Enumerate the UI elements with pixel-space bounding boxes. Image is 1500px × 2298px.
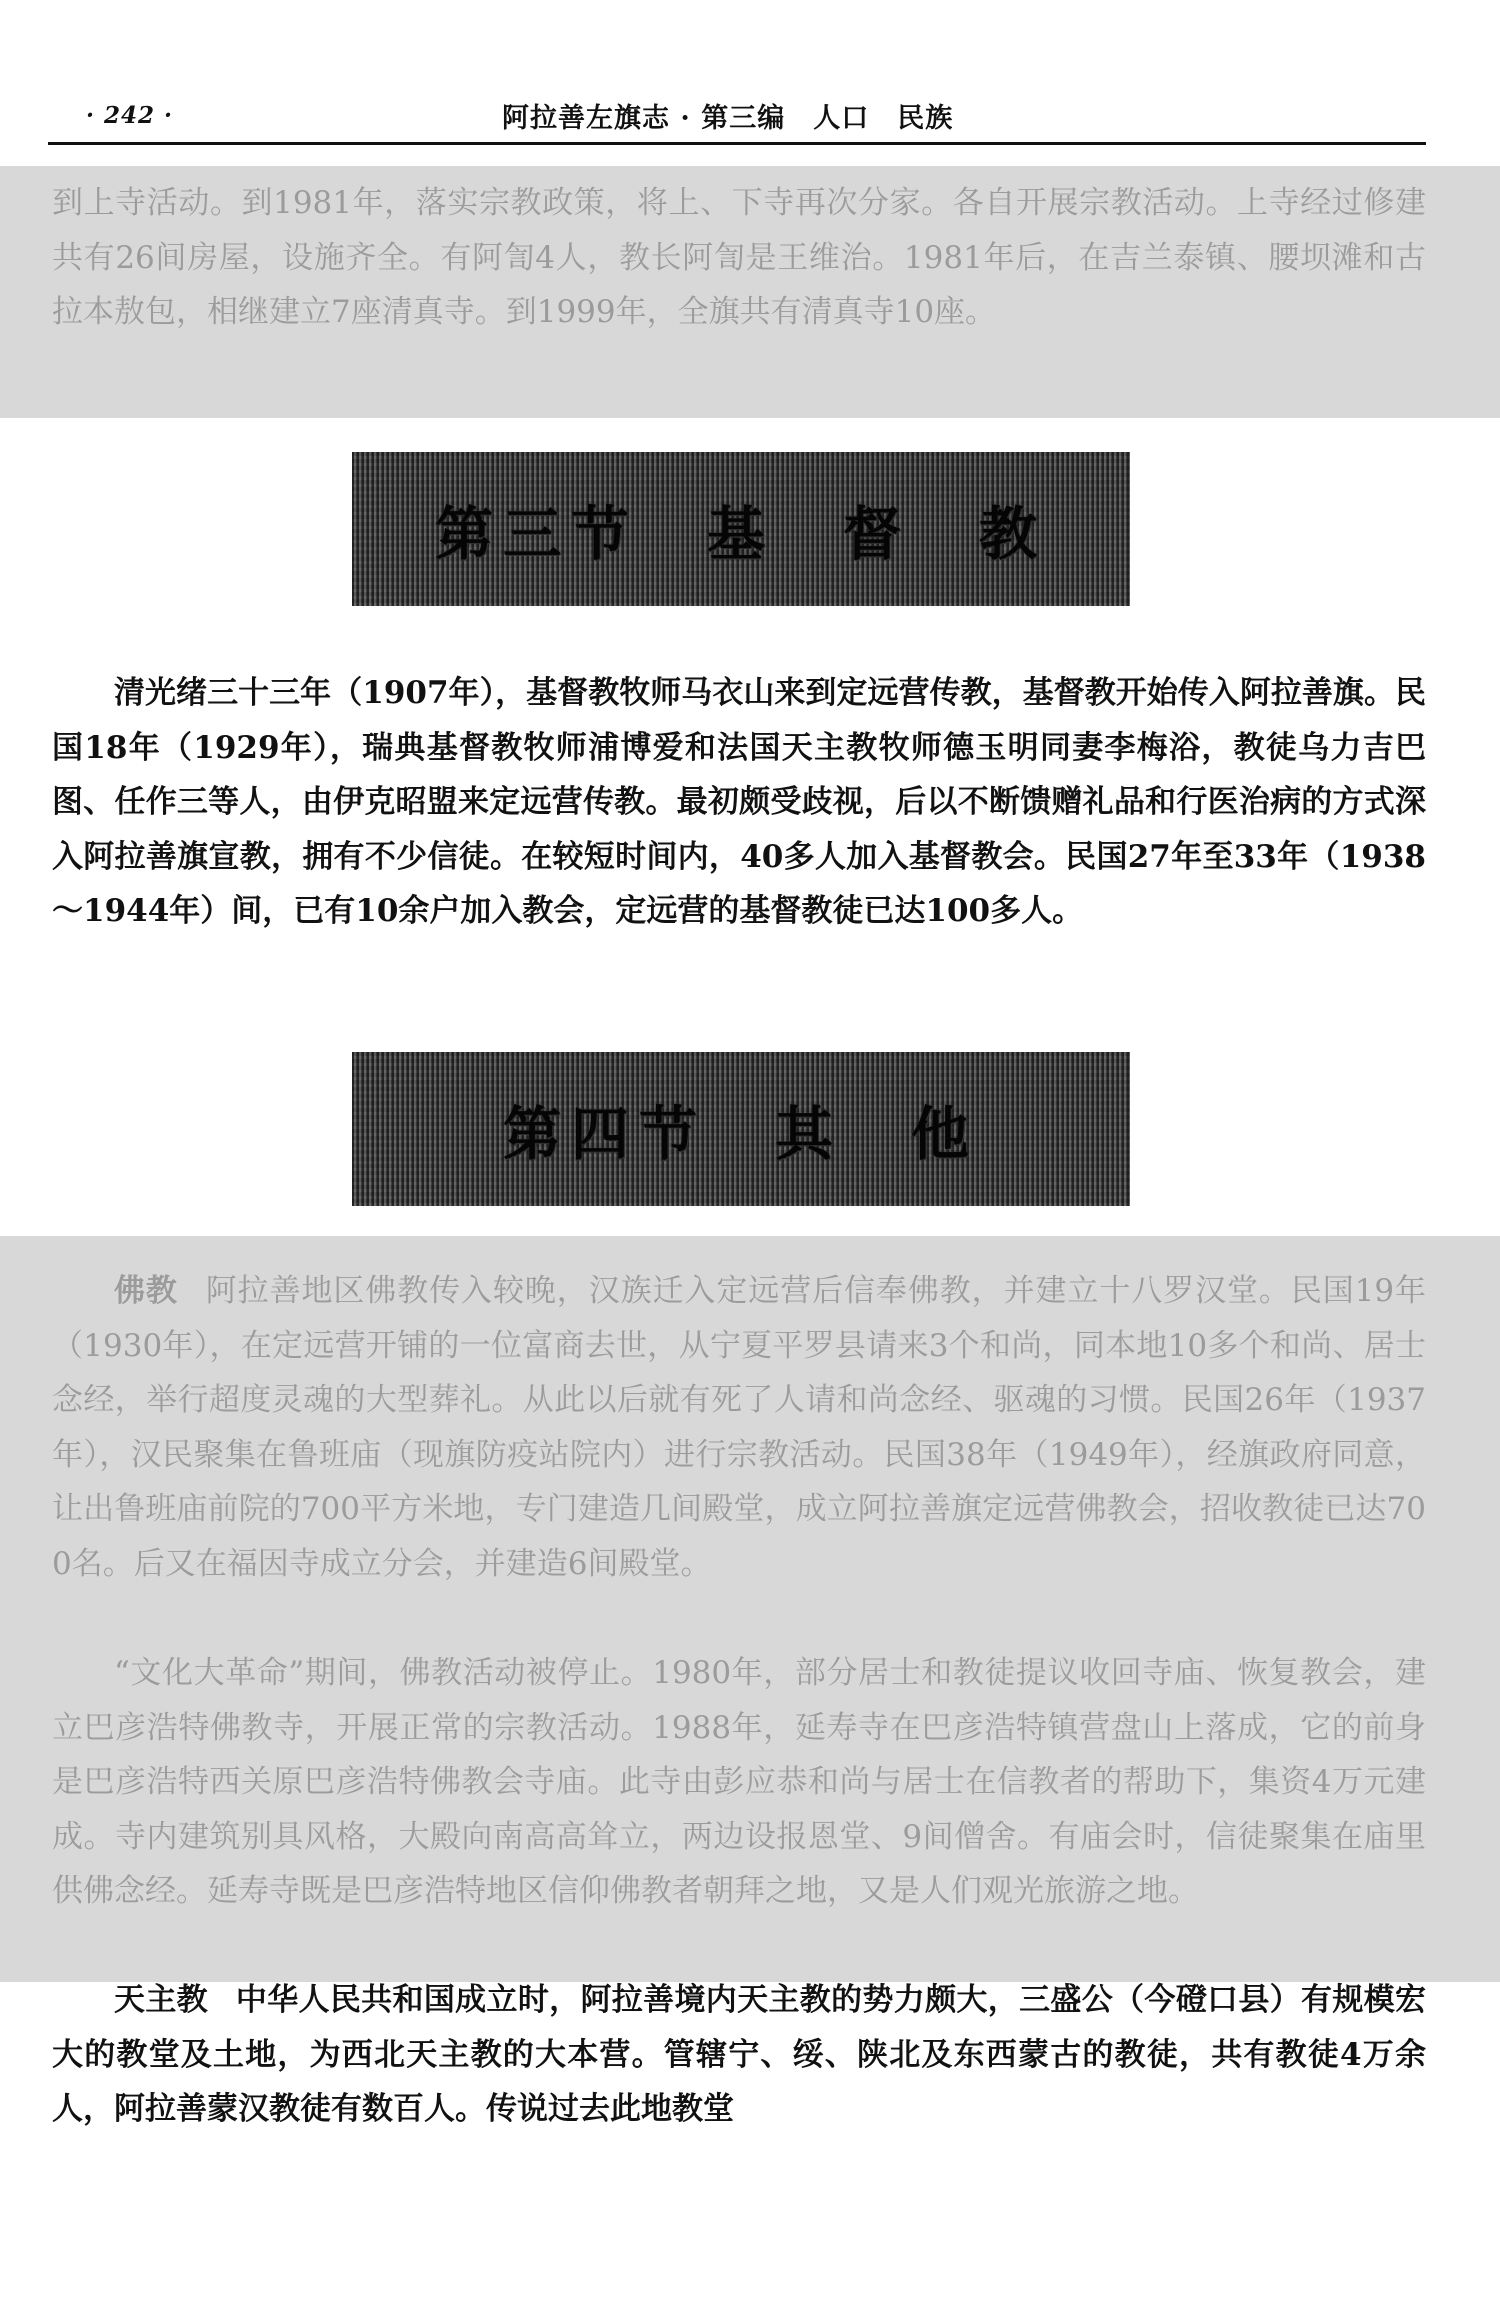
paragraph-islam-end: 到上寺活动。到1981年，落实宗教政策，将上、下寺再次分家。各自开展宗教活动。上寺经过修建共有26间房屋，设施齐全。有阿訇4人，教长阿訇是王维治。1981年后，在吉兰泰镇、腰坝滩和古拉本敖包，相继建立7座清真寺。到1999年，全旗共有清真寺10座。 bbox=[52, 185, 1426, 330]
paragraph-christianity: 清光绪三十三年（1907年），基督教牧师马衣山来到定远营传教，基督教开始传入阿拉善旗。民国18年（1929年），瑞典基督教牧师浦博爱和法国天主教牧师德玉明同妻李梅浴，教徒乌力吉巴图、任作三等人，由伊克昭盟来定远营传教。最初颇受歧视，后以不断馈赠礼品和行医治病的方式深入阿拉善旗宣教，拥有不少信徒。在较短时间内，40多人加入基督教会。民国27年至33年（1938～1944年）间，已有10余户加入教会，定远营的基督教徒已达100多人。 bbox=[52, 675, 1426, 929]
running-title: 阿拉善左旗志 · 第三编 人口 民族 bbox=[502, 103, 954, 134]
page-header bbox=[48, 92, 1426, 142]
page-number: · 242 · bbox=[86, 102, 174, 129]
buddhism-text-1: 阿拉善地区佛教传入较晚，汉族迁入定远营后信奉佛教，并建立十八罗汉堂。民国19年（1930年），在定远营开铺的一位富商去世，从宁夏平罗县请来3个和尚，同本地10多个和尚、居士念经，举行超度灵魂的大型葬礼。从此以后就有死了人请和尚念经、驱魂的习惯。民国26年（1937年），汉民聚集在鲁班庙（现旗防疫站院内）进行宗教活动。民国38年（1949年），经旗政府同意，让出鲁班庙前院的700平方米地，专门建造几间殿堂，成立阿拉善旗定远营佛教会，招收教徒已达700名。后又在福因寺成立分会，并建造6间殿堂。 bbox=[52, 1273, 1427, 1582]
buddhism-lead: 佛教 bbox=[114, 1273, 178, 1309]
section-heading-banner-christianity bbox=[352, 452, 1130, 606]
catholic-lead: 天主教 bbox=[114, 1982, 208, 2018]
paragraph-buddhism-1 bbox=[52, 1264, 1426, 1591]
catholic-text: 中华人民共和国成立时，阿拉善境内天主教的势力颇大，三盛公（今磴口县）有规模宏大的教堂及土地，为西北天主教的大本营。管辖宁、绥、陕北及东西蒙古的教徒，共有教徒4万余人，阿拉善蒙汉教徒有数百人。传说过去此地教堂 bbox=[52, 1982, 1426, 2127]
paragraph-catholic bbox=[52, 1973, 1426, 2137]
paragraph-buddhism-2: “文化大革命”期间，佛教活动被停止。1980年，部分居士和教徒提议收回寺庙、恢复教会，建立巴彦浩特佛教寺，开展正常的宗教活动。1988年，延寿寺在巴彦浩特镇营盘山上落成，它的前身是巴彦浩特西关原巴彦浩特佛教会寺庙。此寺由彭应恭和尚与居士在信教者的帮助下，集资4万元建成。寺内建筑别具风格，大殿向南高高耸立，两边设报恩堂、9间僧舍。有庙会时，信徒聚集在庙里供佛念经。延寿寺既是巴彦浩特地区信仰佛教者朝拜之地，又是人们观光旅游之地。 bbox=[52, 1655, 1426, 1909]
section-heading-others: 第四节 其 他 bbox=[502, 1100, 979, 1168]
header-rule bbox=[48, 142, 1426, 145]
section-heading-banner-others bbox=[352, 1052, 1130, 1206]
section-heading-christianity: 第三节 基 督 教 bbox=[434, 500, 1047, 568]
